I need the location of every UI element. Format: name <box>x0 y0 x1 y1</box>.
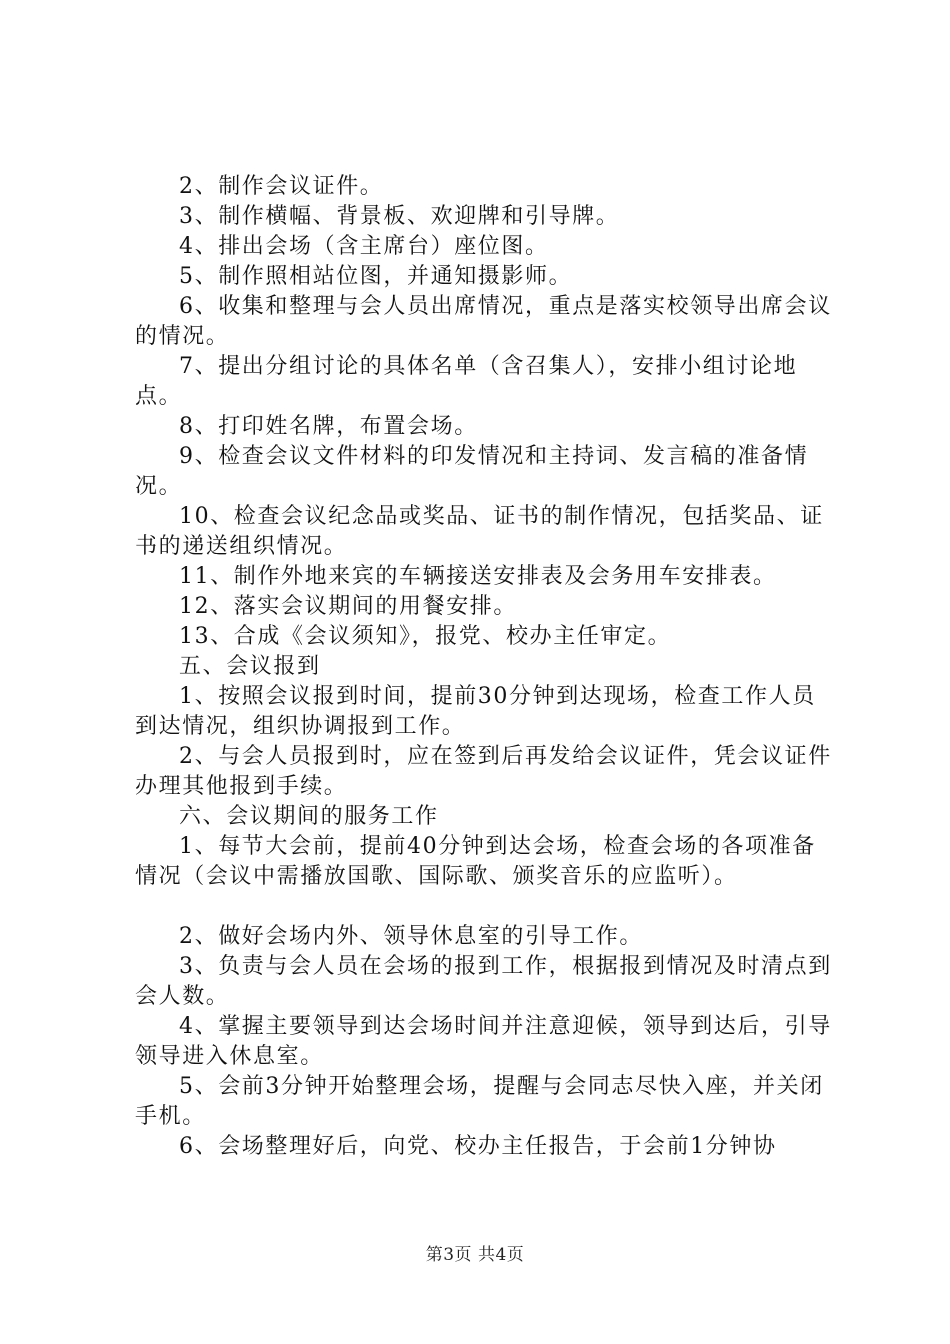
section-heading-6: 六、会议期间的服务工作 <box>179 804 439 829</box>
page-number-label: 第3页 共4页 <box>425 1245 525 1265</box>
section-heading-5: 五、会议报到 <box>179 654 321 679</box>
paragraph-item-4: 4、排出会场（含主席台）座位图。 <box>179 234 549 259</box>
paragraph-item-10: 10、检查会议纪念品或奖品、证书的制作情况，包括奖品、证书的递送组织情况。 <box>135 504 824 559</box>
document-body <box>135 172 835 1162</box>
paragraph-item-5: 5、制作照相站位图，并通知摄影师。 <box>179 264 573 289</box>
paragraph-item-11: 11、制作外地来宾的车辆接送安排表及会务用车安排表。 <box>179 564 777 589</box>
paragraph-item-6: 6、收集和整理与会人员出席情况，重点是落实校领导出席会议的情况。 <box>135 294 832 349</box>
paragraph-service-3: 3、负责与会人员在会场的报到工作，根据报到情况及时清点到会人数。 <box>135 954 832 1009</box>
paragraph-item-8: 8、打印姓名牌，布置会场。 <box>179 414 478 439</box>
paragraph-item-13: 13、合成《会议须知》，报党、校办主任审定。 <box>179 624 672 649</box>
paragraph-item-9: 9、检查会议文件材料的印发情况和主持词、发言稿的准备情况。 <box>135 444 809 499</box>
paragraph-spacer <box>135 892 835 922</box>
page-footer <box>0 1240 950 1265</box>
paragraph-item-3: 3、制作横幅、背景板、欢迎牌和引导牌。 <box>179 204 620 229</box>
paragraph-service-2: 2、做好会场内外、领导休息室的引导工作。 <box>179 924 643 949</box>
paragraph-service-5: 5、会前3分钟开始整理会场，提醒与会同志尽快入座，并关闭手机。 <box>135 1074 824 1129</box>
paragraph-registration-1: 1、按照会议报到时间，提前30分钟到达现场，检查工作人员到达情况，组织协调报到工作。 <box>135 684 816 739</box>
paragraph-service-1: 1、每节大会前，提前40分钟到达会场，检查会场的各项准备情况（会议中需播放国歌、国际歌、颁奖音乐的应监听）。 <box>135 834 816 889</box>
paragraph-service-4: 4、掌握主要领导到达会场时间并注意迎候，领导到达后，引导领导进入休息室。 <box>135 1014 832 1069</box>
paragraph-item-2: 2、制作会议证件。 <box>179 174 384 199</box>
paragraph-service-6: 6、会场整理好后，向党、校办主任报告，于会前1分钟协 <box>179 1134 777 1159</box>
paragraph-item-7: 7、提出分组讨论的具体名单（含召集人），安排小组讨论地点。 <box>135 354 798 409</box>
paragraph-item-12: 12、落实会议期间的用餐安排。 <box>179 594 517 619</box>
paragraph-registration-2: 2、与会人员报到时，应在签到后再发给会议证件，凭会议证件办理其他报到手续。 <box>135 744 832 799</box>
